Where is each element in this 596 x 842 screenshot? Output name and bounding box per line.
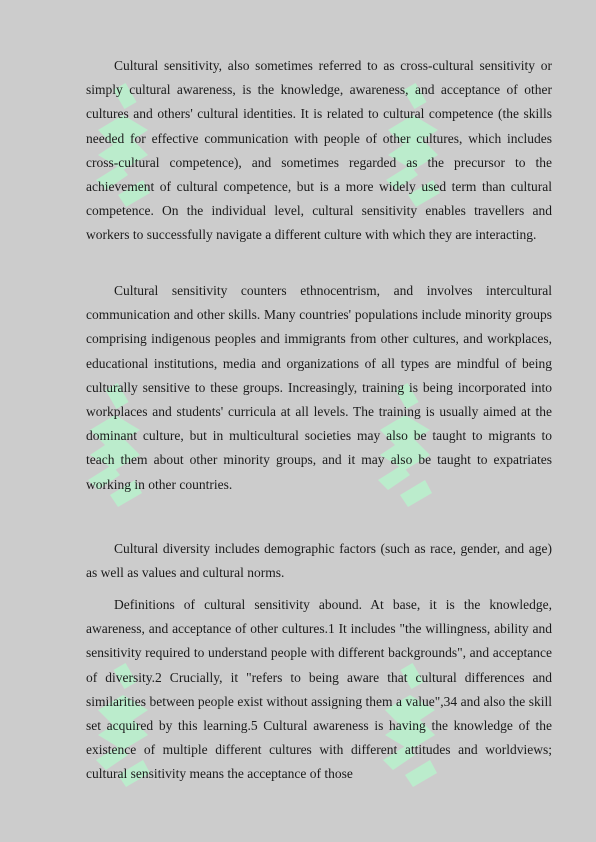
paragraph-1 [86, 54, 552, 248]
paragraph-text: Cultural diversity includes demographic factors (such as race, gender, and age) as well as values and cultural norms. [86, 541, 552, 581]
paragraph-4 [86, 593, 552, 787]
paragraph-text: Definitions of cultural sensitivity abound. At base, it is the knowledge, awareness, and acceptance of other cultures.1 It includes "the willingness, ability and sensitivity required to understand people with different backgrounds", and acceptance of diversity.2 Crucially, it "refers to being aware that cultural differences and similarities between people exist without assigning them a value",34 and also the skill set acquired by this learning.5 Cultural awareness is having the knowledge of the existence of multiple different cultures with different attitudes and worldviews; cultural sensitivity means the acceptance of those [86, 597, 552, 782]
paragraph-2 [86, 279, 552, 497]
paragraph-text: Cultural sensitivity counters ethnocentrism, and involves intercultural communication and other skills. Many countries' populations include minority groups comprising indigenous peoples and immigrants from other cultures, and workplaces, educational institutions, media and organizations of all types are mindful of being culturally sensitive to these groups. Increasingly, training is being incorporated into workplaces and students' curricula at all levels. The training is usually aimed at the dominant culture, but in multicultural societies may also be taught to migrants to teach them about other minority groups, and it may also be taught to expatriates working in other countries. [86, 283, 552, 492]
paragraph-text: Cultural sensitivity, also sometimes referred to as cross-cultural sensitivity or simply cultural awareness, is the knowledge, awareness, and acceptance of other cultures and others' cultural identities. It is related to cultural competence (the skills needed for effective communication with people of other cultures, which includes cross-cultural competence), and sometimes regarded as the precursor to the achievement of cultural competence, but is a more widely used term than cultural competence. On the individual level, cultural sensitivity enables travellers and workers to successfully navigate a different culture with which they are interacting. [86, 58, 552, 243]
paragraph-3 [86, 537, 552, 585]
